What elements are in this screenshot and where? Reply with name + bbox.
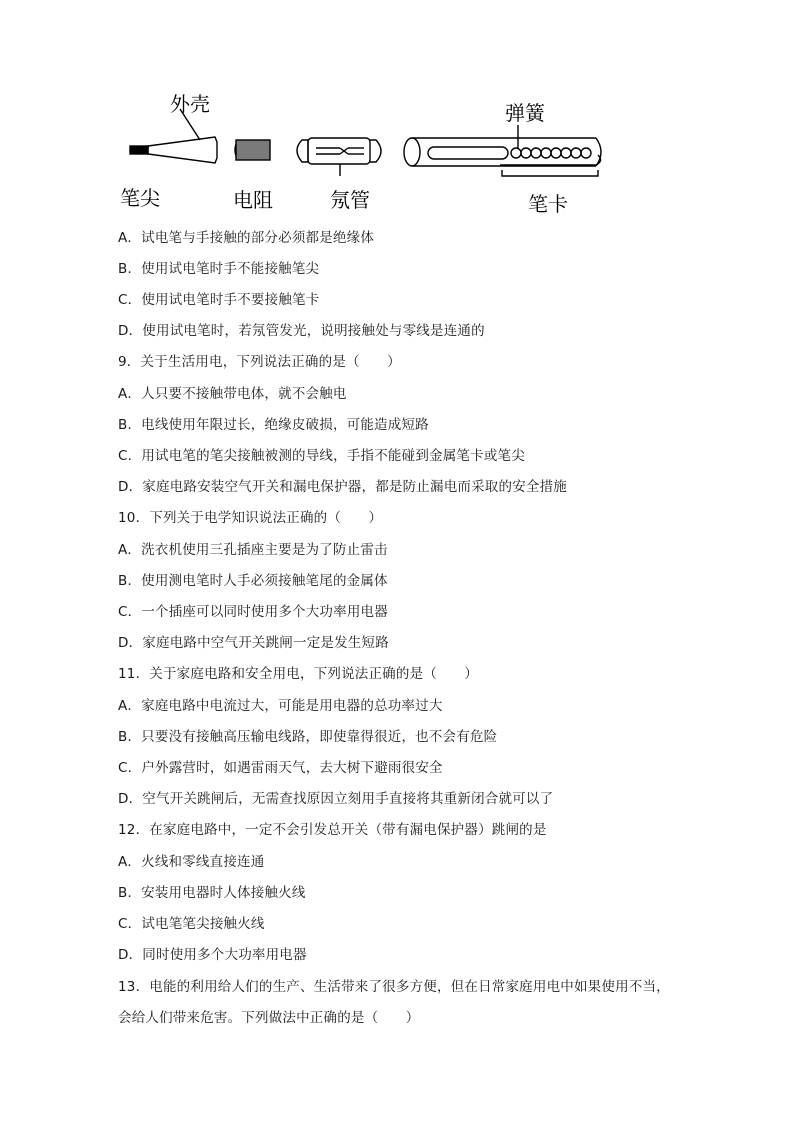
option-line: A．家庭电路中电流过大，可能是用电器的总功率过大: [118, 698, 443, 714]
question-11: 11．关于家庭电路和安全用电，下列说法正确的是（ ）: [118, 666, 479, 682]
option-line: C．试电笔笔尖接触火线: [118, 916, 265, 932]
resistor-label: 电阻: [233, 188, 273, 212]
question-10: 10．下列关于电学知识说法正确的（ ）: [118, 510, 383, 526]
question-9: 9．关于生活用电，下列说法正确的是（ ）: [118, 354, 401, 370]
neon-tube-label: 氖管: [330, 188, 370, 212]
option-line: B．只要没有接触高压输电线路，即使靠得很近，也不会有危险: [118, 729, 498, 745]
neon-tube-shape: [297, 138, 381, 176]
spring-label: 弹簧: [505, 101, 545, 125]
question-13: 13．电能的利用给人们的生产、生活带来了很多方便，但在日常家庭用电中如果使用不当，: [118, 979, 670, 995]
resistor-shape: [236, 140, 270, 160]
option-line: B．使用试电笔时手不能接触笔尖: [118, 261, 320, 277]
option-line: D．空气开关跳闸后，无需查找原因立刻用手直接将其重新闭合就可以了: [118, 791, 554, 807]
tip-label: 笔尖: [120, 186, 160, 210]
option-line: A．火线和零线直接连通: [118, 854, 265, 870]
option-line: A．试电笔与手接触的部分必须都是绝缘体: [118, 230, 375, 246]
option-line: D．同时使用多个大功率用电器: [118, 947, 307, 963]
spring-shape: [511, 125, 591, 158]
tip-shape: [130, 146, 148, 154]
option-line: B．安装用电器时人体接触火线: [118, 885, 306, 901]
option-line: A．人只要不接触带电体，就不会触电: [118, 386, 347, 402]
shell-label: 外壳: [170, 92, 210, 116]
option-line: A．洗衣机使用三孔插座主要是为了防止雷击: [118, 542, 388, 558]
clip-label: 笔卡: [528, 192, 568, 216]
test-pen-parts-figure: [120, 92, 620, 217]
option-line: D．家庭电路安装空气开关和漏电保护器，都是防止漏电而采取的安全措施: [118, 479, 567, 495]
option-line: C．户外露营时，如遇雷雨天气，去大树下避雨很安全: [118, 760, 443, 776]
option-line: D．使用试电笔时，若氖管发光，说明接触处与零线是连通的: [118, 323, 485, 339]
option-line: B．使用测电笔时人手必须接触笔尾的金属体: [118, 573, 388, 589]
shell-shape: [148, 137, 217, 163]
option-line: C．一个插座可以同时使用多个大功率用电器: [118, 604, 388, 620]
clip-bracket: [502, 170, 598, 176]
option-line: C．用试电笔的笔尖接触被测的导线，手指不能碰到金属笔卡或笔尖: [118, 448, 525, 464]
question-12: 12．在家庭电路中，一定不会引发总开关（带有漏电保护器）跳闸的是: [118, 822, 547, 838]
question-13-continued: 会给人们带来危害。下列做法中正确的是（ ）: [118, 1010, 420, 1026]
option-line: B．电线使用年限过长，绝缘皮破损，可能造成短路: [118, 417, 429, 433]
option-line: D．家庭电路中空气开关跳闸一定是发生短路: [118, 635, 389, 651]
option-line: C．使用试电笔时手不要接触笔卡: [118, 292, 320, 308]
